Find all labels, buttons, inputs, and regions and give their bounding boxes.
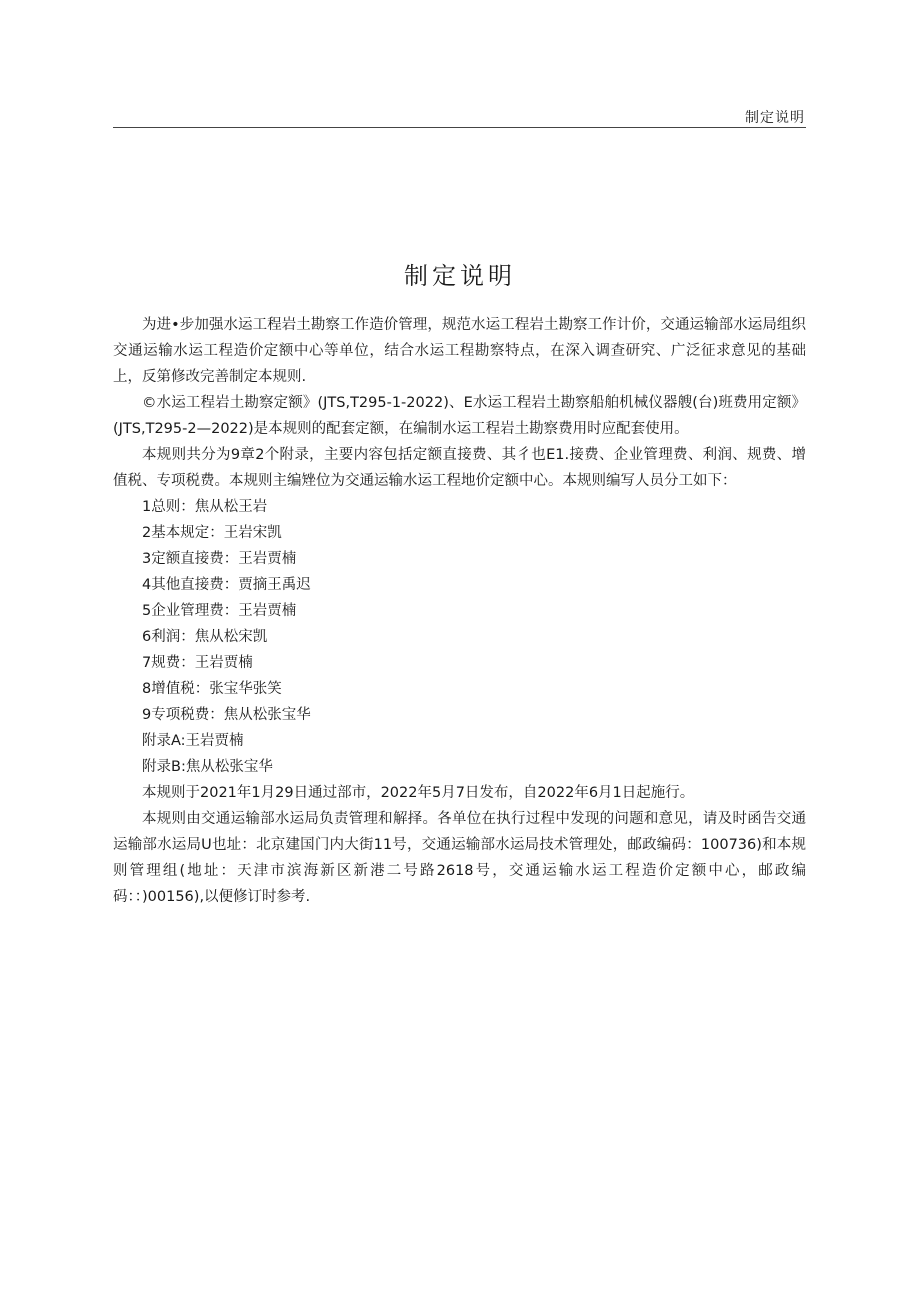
author-list-item: 1总则：焦从松王岩 bbox=[142, 499, 268, 515]
header-divider bbox=[113, 127, 806, 128]
author-list-item: 5企业管理费：王岩贾楠 bbox=[142, 603, 297, 619]
author-list-item: 附录A:王岩贾楠 bbox=[142, 733, 244, 749]
author-list-item: 8增值税：张宝华张笑 bbox=[142, 681, 282, 697]
structure-paragraph: 本规则共分为9章2个附录，主要内容包括定额直接费、其彳也E1.接费、企业管理费、利润、规费、增值税、专项税费。本规则主编矬位为交通运输水运工程地价定额中心。本规则编写人员分工如下： bbox=[113, 447, 806, 489]
author-list-item: 6利润：焦从松宋凯 bbox=[142, 629, 268, 645]
document-body bbox=[113, 312, 806, 910]
author-list-item: 3定额直接费：王岩贾楠 bbox=[142, 551, 297, 567]
author-list-item: 9专项税费：焦从松张宝华 bbox=[142, 707, 311, 723]
author-list-item: 4其他直接费：贾摘王禹迟 bbox=[142, 577, 311, 593]
contact-paragraph: 本规则由交通运输部水运局负责管理和解择。各单位在执行过程中发现的问题和意见，请及时函告交通运输部水运局U也址：北京建国门内大街11号，交通运输部水运局技术管理处，邮政编码：100736)和本规则管理组(地址：天津市滨海新区新港二号路2618号，交通运输水运工程造价定额中心，邮政编码：：)00156),以便修订时参考. bbox=[113, 811, 806, 905]
author-list-item: 2基本规定：王岩宋凯 bbox=[142, 525, 282, 541]
page-title: 制定说明 bbox=[404, 262, 516, 290]
running-header: 制定说明 bbox=[745, 110, 805, 126]
related-standards-paragraph: ©水运工程岩土勘察定额》(JTS,T295-1-2022)、E水运工程岩土勘察船舶机械仪器艘(台)班费用定额》(JTS,T295-2—2022)是本规则的配套定额，在编制水运工程岩土勘察费用时应配套使用。 bbox=[113, 395, 806, 437]
author-list-item: 7规费：王岩贾楠 bbox=[142, 655, 253, 671]
author-list bbox=[113, 494, 806, 780]
author-list-item: 附录B:焦从松张宝华 bbox=[142, 759, 273, 775]
effective-date-paragraph: 本规则于2021年1月29日通过部市，2022年5月7日发布，自2022年6月1日起施行。 bbox=[142, 785, 695, 801]
intro-paragraph: 为进•步加强水运工程岩土勘察工作造价管理，规范水运工程岩土勘察工作计价，交通运输部水运局组织交通运输水运工程造价定额中心等单位，结合水运工程勘察特点，在深入调查研究、广泛征求意见的基础上，反第修改完善制定本规则. bbox=[113, 317, 806, 385]
